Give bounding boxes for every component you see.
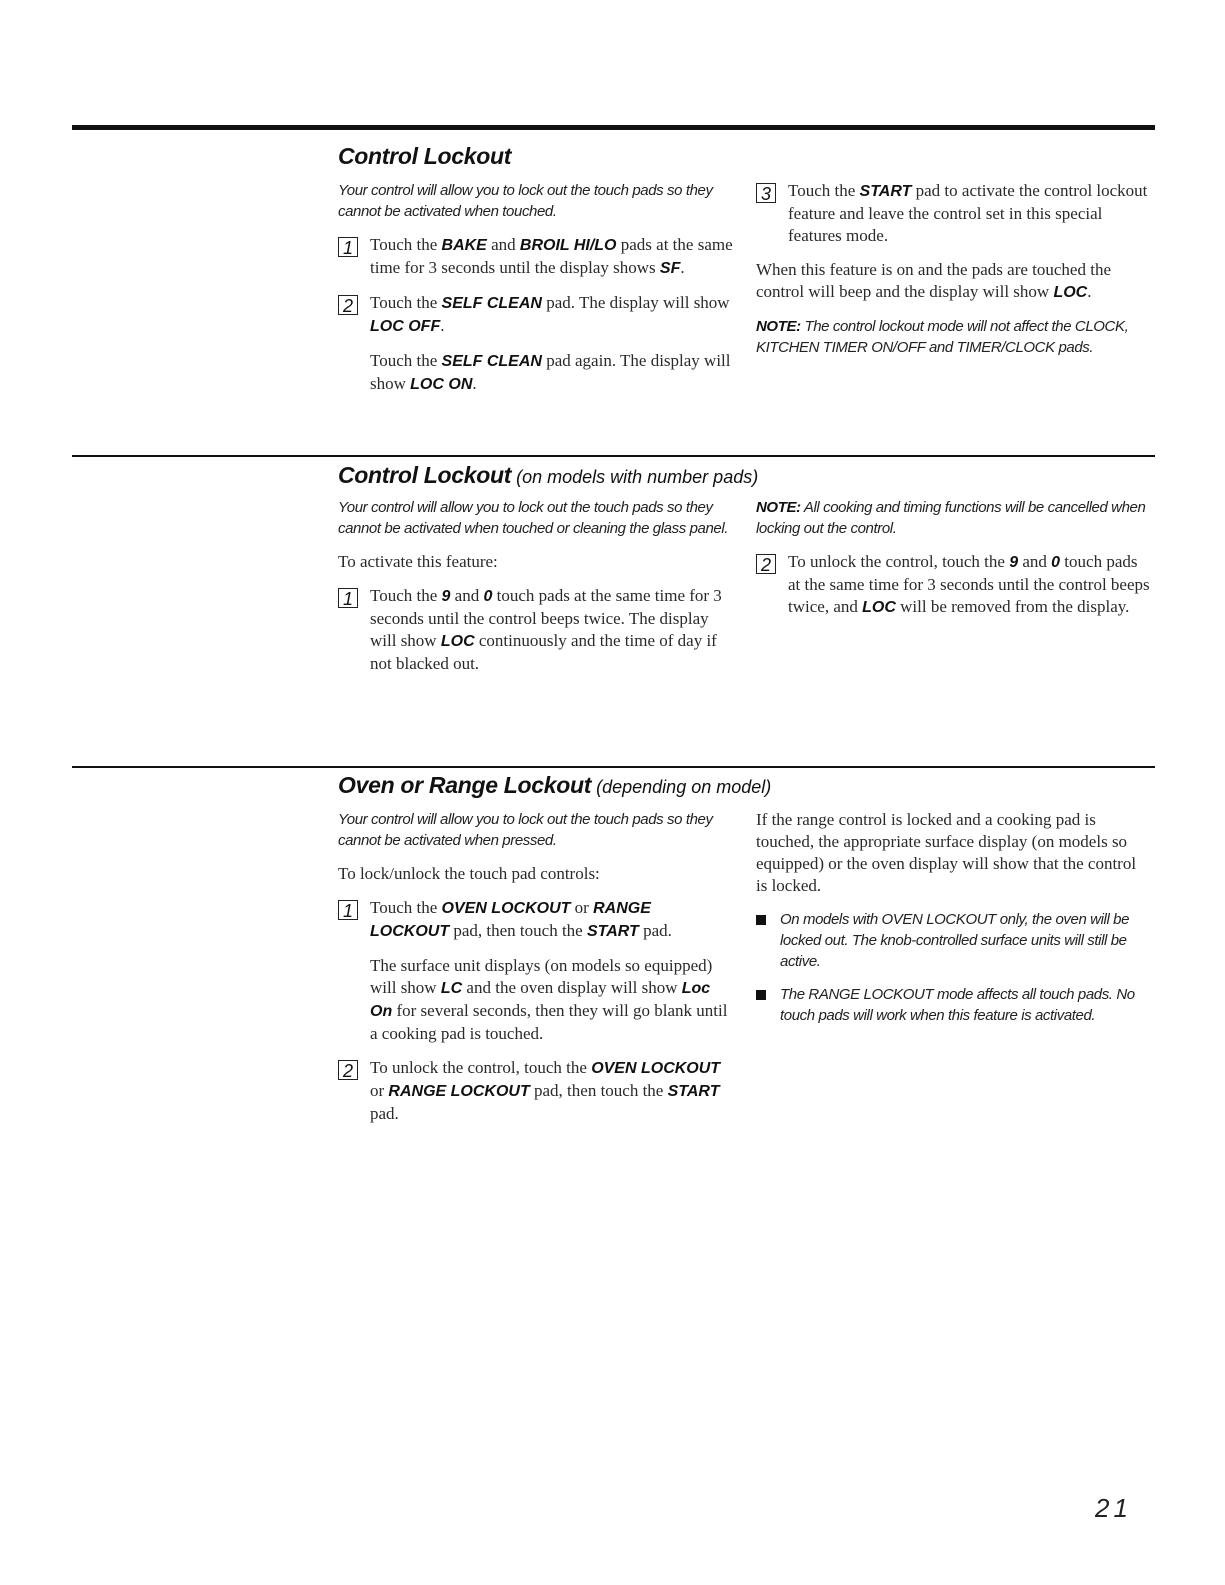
step-number-2: 2 <box>338 1060 358 1080</box>
section2-right-column <box>756 497 1151 631</box>
section2-intro: Your control will allow you to lock out the touch pads so they cannot be activated when touched or cleaning the glass panel. <box>338 499 729 537</box>
section3-bullet: The RANGE LOCKOUT mode affects all touch pads. No touch pads will work when this feature is activated. <box>756 984 1151 1026</box>
section-divider-2 <box>72 766 1155 768</box>
step-number-1: 1 <box>338 237 358 257</box>
section3-intro: Your control will allow you to lock out the touch pads so they cannot be activated when pressed. <box>338 811 713 849</box>
section1-step-1: 1 Touch the BAKE and BROIL HI/LO pads at the same time for 3 seconds until the display shows SF. <box>338 234 733 280</box>
step-number-2: 2 <box>756 554 776 574</box>
section3-paragraph: If the range control is locked and a cooking pad is touched, the appropriate surface display (on models so equipped) or the oven display will show that the control is locked. <box>756 810 1137 895</box>
section1-step-2: 2 Touch the SELF CLEAN pad. The display will show LOC OFF. Touch the SELF CLEAN pad again. The display will show LOC ON. <box>338 292 733 396</box>
section3-lead: To lock/unlock the touch pad controls: <box>338 864 600 883</box>
section3-left-column <box>338 809 733 1137</box>
section1-step-3: 3 Touch the START pad to activate the control lockout feature and leave the control set in this special features mode. <box>756 180 1151 247</box>
page-number: 21 <box>1095 1493 1132 1523</box>
section2-note: NOTE: All cooking and timing functions will be cancelled when locking out the control. <box>756 499 1146 537</box>
section2-lead: To activate this feature: <box>338 552 498 571</box>
step-number-2: 2 <box>338 295 358 315</box>
top-rule <box>72 125 1155 130</box>
section2-step-1: 1 Touch the 9 and 0 touch pads at the same time for 3 seconds until the control beeps twice. The display will show LOC continuously and the time of day if not blacked out. <box>338 585 733 675</box>
section3-bullet: On models with OVEN LOCKOUT only, the oven will be locked out. The knob-controlled surface units will still be active. <box>756 909 1151 972</box>
section-divider-1 <box>72 455 1155 457</box>
bullet-square-icon <box>756 990 766 1000</box>
section1-left-column <box>338 180 733 408</box>
section1-intro: Your control will allow you to lock out the touch pads so they cannot be activated when touched. <box>338 182 713 220</box>
section3-step-1-continued: The surface unit displays (on models so equipped) will show LC and the oven display will show Loc On for several seconds, then they will go blank until a cooking pad is touched. <box>370 956 728 1043</box>
step-number-1: 1 <box>338 588 358 608</box>
section3-step-1: 1 Touch the OVEN LOCKOUT or RANGE LOCKOUT pad, then touch the START pad. The surface unit displays (on models so equipped) will show LC and the oven display will show Loc On for several seconds, then they will go blank until a cooking pad is touched. <box>338 897 733 1045</box>
section-title-oven-range-lockout: Oven or Range Lockout (depending on model) <box>338 772 772 798</box>
section1-note: NOTE: The control lockout mode will not affect the CLOCK, KITCHEN TIMER ON/OFF and TIMER/CLOCK pads. <box>756 318 1129 356</box>
section2-left-column <box>338 497 733 687</box>
section3-right-column <box>756 809 1151 1038</box>
section-title-control-lockout-number-pads: Control Lockout (on models with number pads) <box>338 462 759 488</box>
section3-step-2: 2 To unlock the control, touch the OVEN LOCKOUT or RANGE LOCKOUT pad, then touch the START pad. <box>338 1057 733 1125</box>
section1-step-2-continued: Touch the SELF CLEAN pad again. The display will show LOC ON. <box>370 351 731 393</box>
section2-step-2: 2 To unlock the control, touch the 9 and 0 touch pads at the same time for 3 seconds until the control beeps twice, and LOC will be removed from the display. <box>756 551 1151 619</box>
section1-paragraph: When this feature is on and the pads are touched the control will beep and the display will show LOC. <box>756 260 1111 301</box>
bullet-square-icon <box>756 915 766 925</box>
section1-right-column <box>756 180 1151 370</box>
section-title-control-lockout: Control Lockout <box>338 143 512 169</box>
step-number-3: 3 <box>756 183 776 203</box>
step-number-1: 1 <box>338 900 358 920</box>
